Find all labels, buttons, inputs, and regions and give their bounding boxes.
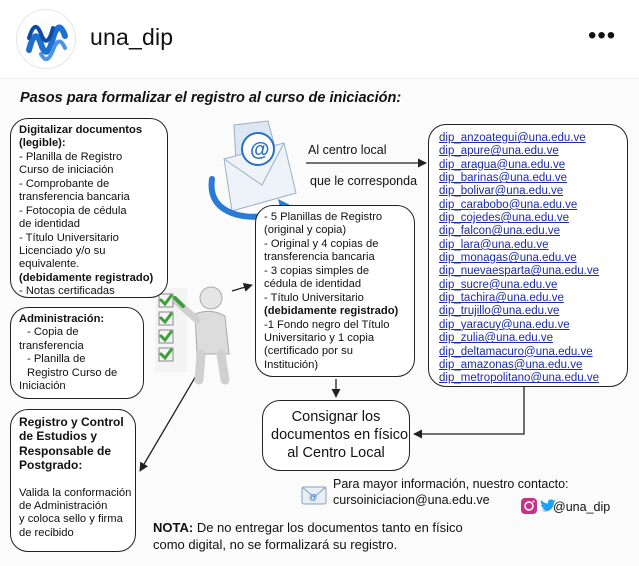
digitalize-line: - Planilla de Registro [19,150,123,163]
digitalize-heading: Digitalizar documentos [19,124,143,136]
central-line: (certificado por su [264,345,353,358]
svg-text:@: @ [250,139,270,161]
email-link[interactable]: dip_aragua@una.edu.ve [439,158,566,171]
central-line: - Original y 4 copias de [264,237,379,250]
email-link[interactable]: dip_nuevaesparta@una.edu.ve [439,265,600,278]
admin-line: - Planilla de [27,353,86,366]
nota-text [153,520,623,554]
central-line: - 5 Planillas de Registro [264,211,383,223]
email-link[interactable]: dip_trujillo@una.edu.ve [439,305,560,318]
email-link[interactable]: dip_deltamacuro@una.edu.ve [439,345,593,358]
registro-body-line: Valida la conformación [19,486,132,499]
instagram-icon [521,498,537,514]
nota-label: NOTA: [153,520,194,535]
email-link[interactable]: dip_bolivar@una.edu.ve [439,185,564,198]
email-link[interactable]: dip_apure@una.edu.ve [439,145,559,158]
consignar-line: documentos en físico [271,427,409,444]
username-link[interactable]: una_dip [90,24,174,50]
central-line: cédula de identidad [264,278,362,291]
nota-line-1: De no entregar los documentos tanto en físico [193,520,463,535]
nota-line-2: como digital, no se formalizará su registro. [153,536,398,552]
central-line: Universitario y 1 copia [264,331,375,344]
email-link[interactable]: dip_carabobo@una.edu.ve [439,198,578,211]
registro-body-line: de recibido [19,526,74,539]
digitalize-line: transferencia bancaria [19,191,130,204]
contact-handle[interactable]: @una_dip [553,500,611,514]
centro-local-label: Al centro local [308,143,387,157]
email-link[interactable]: dip_zulia@una.edu.ve [439,332,553,345]
central-line: -1 Fondo negro del Título [264,318,390,331]
email-link[interactable]: dip_lara@una.edu.ve [439,238,549,251]
registro-body-line: de Administración [19,500,108,512]
central-line: (original y copia) [264,224,347,237]
digitalize-last-line: - Notas certificadas [19,285,115,298]
email-link[interactable]: dip_sucre@una.edu.ve [439,278,558,291]
admin-line: transferencia [19,339,84,352]
digitalize-line: Curso de iniciación [19,164,114,177]
admin-line: Registro Curso de [27,366,118,379]
email-link[interactable]: dip_anzoategui@una.edu.ve [439,132,586,144]
svg-text:@: @ [309,493,318,502]
central-line: transferencia bancaria [264,251,375,264]
email-link[interactable]: dip_metropolitano@una.edu.ve [439,372,600,385]
digitalize-line: Licenciado y/o su [19,244,106,257]
digitalize-subheading: (legible): [19,137,66,150]
consignar-line: Consignar los [291,409,381,425]
digitalize-line: - Comprobante de [19,177,110,190]
more-options-button[interactable]: ••• [588,22,617,49]
consignar-line: al Centro Local [287,445,385,462]
registro-heading-line: Registro y Control [19,415,124,429]
contact-info-text: Para mayor información, nuestro contacto: [333,477,569,491]
post-image [0,79,639,566]
una-logo-icon [21,14,73,66]
digitalize-line: - Título Universitario [19,231,119,244]
profile-avatar[interactable] [16,9,76,69]
digitalize-line: - Fotocopia de cédula [19,204,127,217]
email-link[interactable]: dip_amazonas@una.edu.ve [439,358,583,371]
digitalize-line: equivalente. [19,258,80,271]
email-link[interactable]: dip_monagas@una.edu.ve [439,252,577,265]
post-title: Pasos para formalizar el registro al curso de iniciación: [20,90,402,106]
digitalize-bold-note: (debidamente registrado) [19,271,154,284]
contact-email-link[interactable]: cursoiniciacion@una.edu.ve [333,493,490,507]
admin-line: Iniciación [19,380,66,393]
digitalize-line: de identidad [19,218,80,231]
email-link[interactable]: dip_tachira@una.edu.ve [439,292,564,305]
email-link[interactable]: dip_yaracuy@una.edu.ve [439,318,570,331]
contact-icons [0,79,639,566]
corresponda-label: que le corresponda [310,174,418,188]
central-line: - 3 copias simples de [264,264,370,277]
admin-heading: Administración: [19,313,105,325]
central-bold-line: (debidamente registrado) [264,305,399,318]
central-line: - Título Universitario [264,291,364,304]
central-line: Institución) [264,358,319,371]
email-link[interactable]: dip_cojedes@una.edu.ve [439,212,569,225]
email-link[interactable]: dip_falcon@una.edu.ve [439,225,561,238]
post-header [0,0,639,78]
registro-body-line: y coloca sello y firma [19,513,123,526]
registro-heading-line: Postgrado: [19,458,83,473]
registro-heading-line: de Estudios y [19,429,98,444]
email-link[interactable]: dip_barinas@una.edu.ve [439,172,568,185]
registro-heading-line: Responsable de [19,443,112,458]
admin-line: - Copia de [27,326,79,339]
mail-envelope-icon [302,487,326,504]
